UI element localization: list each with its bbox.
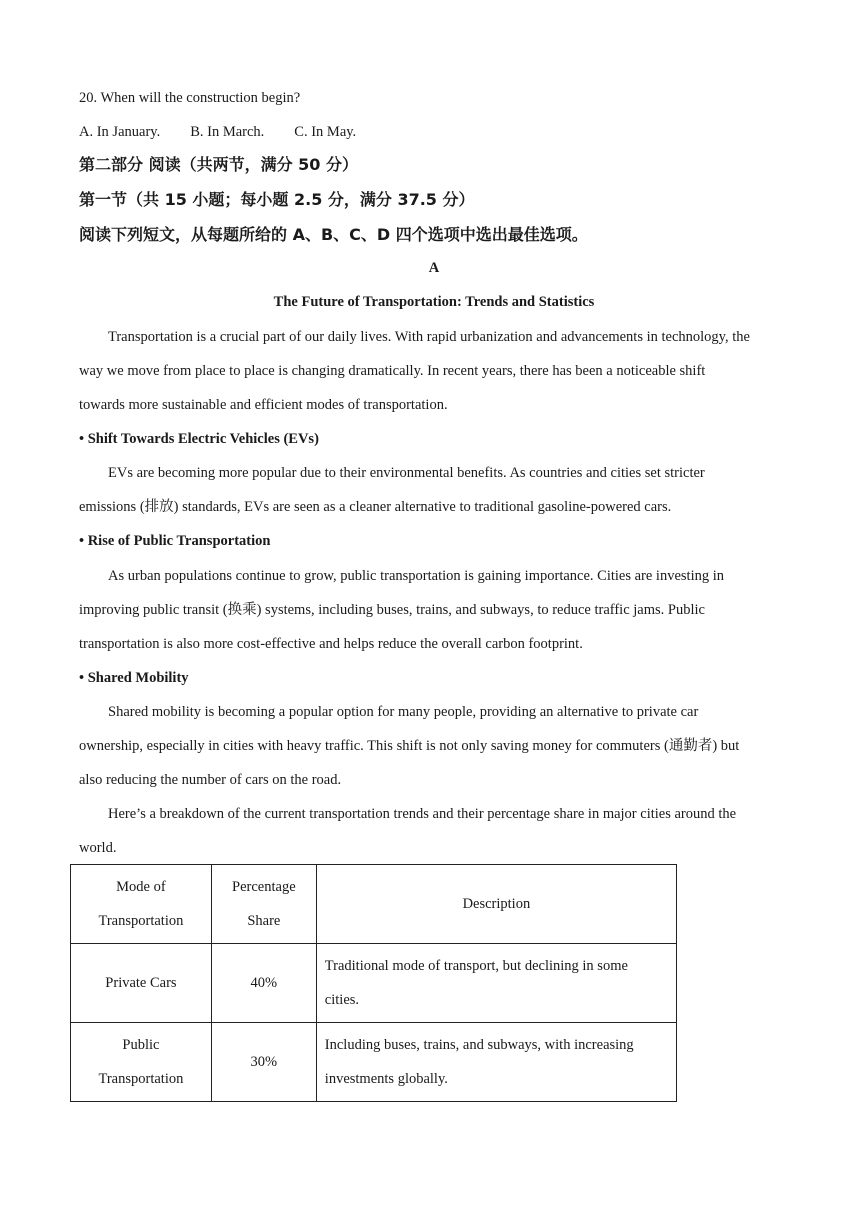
shared-line-2: ownership, especially in cities with heavy traffic. This shift is not only saving money for commuters (通勤者) but: [79, 738, 740, 754]
cell-share: 30%: [211, 1023, 316, 1102]
evs-line-1: EVs are becoming more popular due to their environmental benefits. As countries and cities set stricter: [108, 465, 705, 481]
cell-mode: Public Transportation: [71, 1023, 212, 1102]
evs-line-2: emissions (排放) standards, EVs are seen as a cleaner alternative to traditional gasoline-powered cars.: [79, 499, 672, 515]
table-header-row: [71, 865, 677, 944]
section-heading-shared: • Shared Mobility: [79, 670, 189, 686]
intro-line-3: towards more sustainable and efficient modes of transportation.: [79, 397, 448, 413]
section-header-part2: 第二部分 阅读（共两节，满分 50 分）: [79, 155, 358, 174]
question-text: 20. When will the construction begin?: [79, 90, 301, 106]
header-description: Description: [316, 865, 676, 944]
public-line-1: As urban populations continue to grow, public transportation is gaining importance. Cities are investing in: [108, 568, 725, 584]
section-heading-evs: • Shift Towards Electric Vehicles (EVs): [79, 431, 319, 447]
public-line-2: improving public transit (换乘) systems, including buses, trains, and subways, to reduce traffic jams. Public: [79, 602, 705, 618]
cell-description: Including buses, trains, and subways, with increasing investments globally.: [316, 1023, 676, 1102]
cell-description: Traditional mode of transport, but declining in some cities.: [316, 944, 676, 1023]
passage-title: The Future of Transportation: Trends and Statistics: [273, 294, 595, 310]
header-share: Percentage Share: [211, 865, 316, 944]
intro-line-1: Transportation is a crucial part of our daily lives. With rapid urbanization and advancements in technology, the: [108, 329, 750, 345]
transportation-table: [70, 864, 677, 1102]
section-heading-public: • Rise of Public Transportation: [79, 533, 271, 549]
cell-mode: Private Cars: [71, 944, 212, 1023]
header-mode: Mode of Transportation: [71, 865, 212, 944]
passage-letter: A: [428, 260, 440, 276]
question-options: [79, 122, 386, 142]
breakdown-line-1: Here’s a breakdown of the current transportation trends and their percentage share in major cities around the: [108, 806, 737, 822]
cell-share: 40%: [211, 944, 316, 1023]
option-a: A. In January.: [79, 124, 161, 140]
section-header-section1: 第一节（共 15 小题；每小题 2.5 分，满分 37.5 分）: [79, 190, 475, 209]
option-b: B. In March.: [190, 124, 265, 140]
shared-line-3: also reducing the number of cars on the road.: [79, 772, 342, 788]
breakdown-line-2: world.: [79, 840, 117, 856]
public-line-3: transportation is also more cost-effective and helps reduce the overall carbon footprint.: [79, 636, 583, 652]
intro-line-2: way we move from place to place is changing dramatically. In recent years, there has been a noticeable shift: [79, 363, 706, 379]
table-row: [71, 1023, 677, 1102]
table-row: [71, 944, 677, 1023]
section-instructions: 阅读下列短文，从每题所给的 A、B、C、D 四个选项中选出最佳选项。: [79, 225, 588, 244]
shared-line-1: Shared mobility is becoming a popular option for many people, providing an alternative to private car: [108, 704, 699, 720]
option-c: C. In May.: [294, 124, 357, 140]
